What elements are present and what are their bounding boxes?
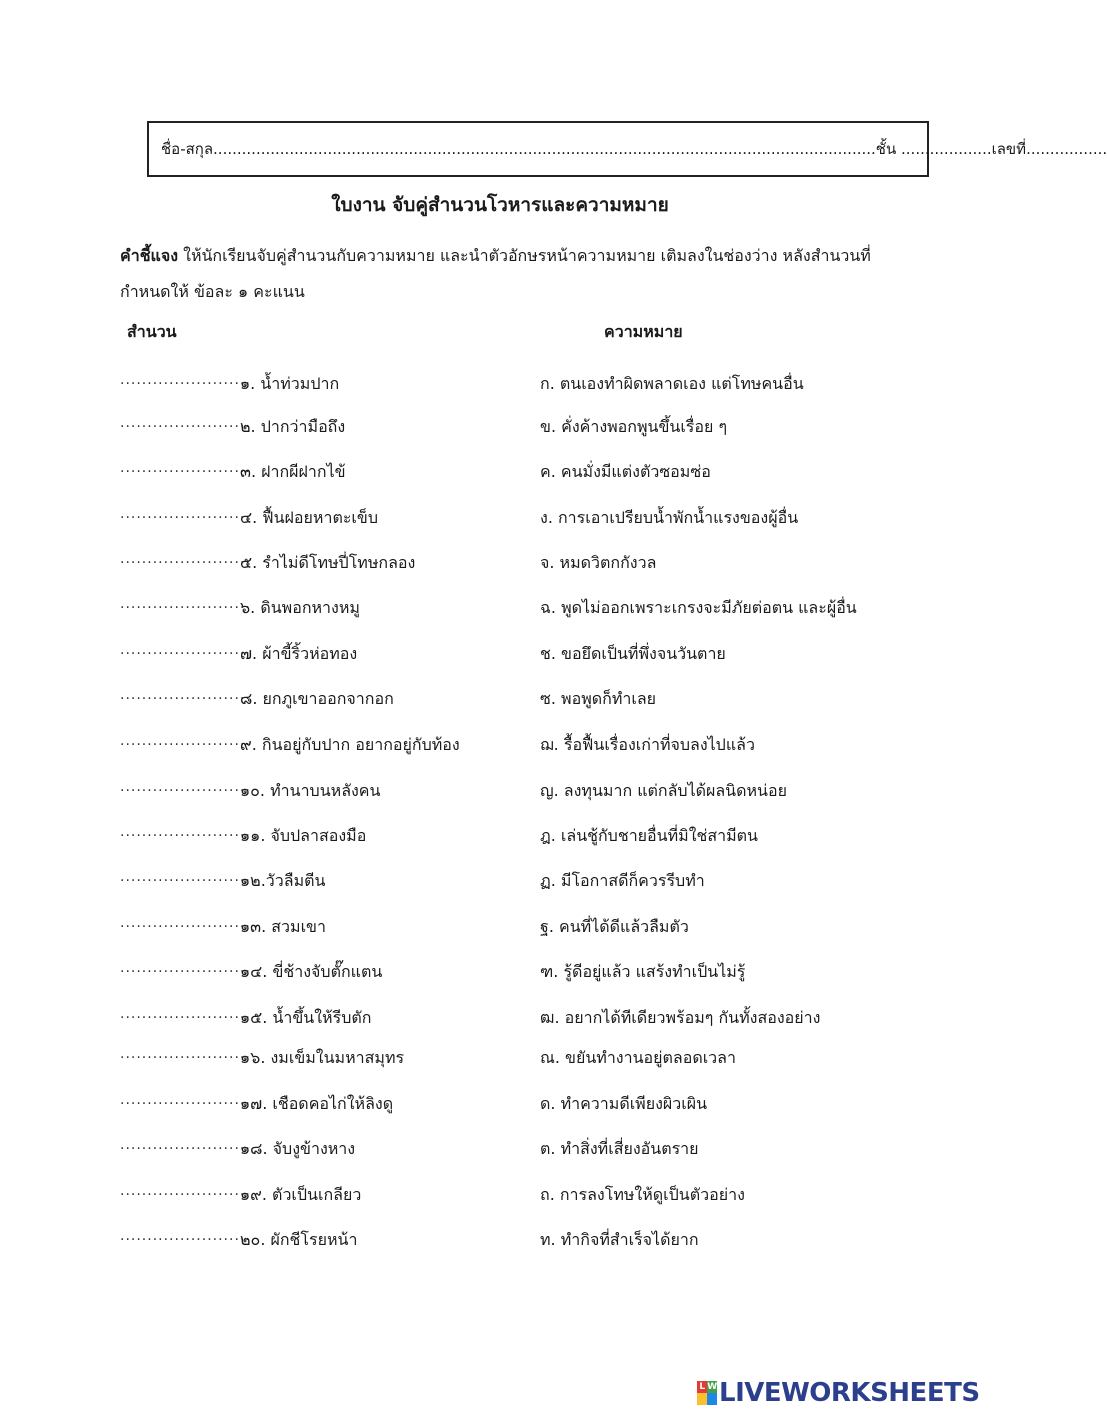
idiom-text: ๑๔. ขี่ช้างจับตั๊กแตน [240,962,383,981]
matching-row [0,596,1000,626]
name-label: ชื่อ-สกุล [161,140,214,158]
meaning-text: ด. ทำความดีเพียงผิวเผิน [540,1094,708,1113]
matching-row [0,460,1000,490]
meaning-text: ถ. การลงโทษให้ดูเป็นตัวอย่าง [540,1185,745,1204]
meaning-text: ง. การเอาเปรียบน้ำพักน้ำแรงของผู้อื่น [540,508,799,527]
answer-blank[interactable]: ........................ [120,1046,251,1062]
idiom-text: ๑๘. จับงูข้างหาง [240,1139,356,1158]
idiom-text: ๑๒.วัวลืมตีน [240,871,326,890]
answer-blank[interactable]: ........................ [120,551,251,567]
instructions-text: ให้นักเรียนจับคู่สำนวนกับความหมาย และนำตัวอักษรหน้าความหมาย เติมลงในช่องว่าง หลังสำนวนที่กำหนดให้ ข้อละ ๑ คะแนน [120,246,871,301]
meaning-text: ค. คนมั่งมีแต่งตัวซอมซ่อ [540,462,711,481]
idiom-text: ๑๗. เชือดคอไก่ให้ลิงดู [240,1094,394,1113]
idiom-text: ๗. ผ้าขี้ริ้วห่อทอง [240,644,358,663]
matching-row [0,915,1000,945]
idiom-text: ๑. น้ำท่วมปาก [240,374,340,393]
idiom-text: ๑๖. งมเข็มในมหาสมุทร [240,1048,405,1067]
liveworksheets-logo [697,1378,980,1408]
matching-row [0,1046,1000,1076]
answer-blank[interactable]: ........................ [120,915,251,931]
meaning-text: ต. ทำสิ่งที่เสี่ยงอันตราย [540,1139,699,1158]
matching-row [0,1137,1000,1167]
idiom-text: ๑๐. ทำนาบนหลังคน [240,781,381,800]
idiom-text: ๓. ฝากผีฝากไข้ [240,462,346,481]
meaning-text: ซ. พอพูดก็ทำเลย [540,689,656,708]
answer-blank[interactable]: ........................ [120,779,251,795]
number-blank[interactable]: ................. [1026,140,1107,158]
answer-blank[interactable]: ........................ [120,1228,251,1244]
meaning-text: ฉ. พูดไม่ออกเพราะเกรงจะมีภัยต่อตน และผู้อื่น [540,598,857,617]
answer-blank[interactable]: ........................ [120,1092,251,1108]
answer-blank[interactable]: ........................ [120,869,251,885]
idiom-text: ๑๑. จับปลาสองมือ [240,826,367,845]
meaning-text: ช. ขอยึดเป็นที่พึ่งจนวันตาย [540,644,726,663]
instructions [120,238,880,310]
worksheet-title: ใบงาน จับคู่สำนวนโวหารและความหมาย [331,194,669,216]
meaning-text: ฑ. รู้ดีอยู่แล้ว แสร้งทำเป็นไม่รู้ [540,962,746,981]
matching-row [0,1006,1000,1036]
answer-blank[interactable]: ........................ [120,960,251,976]
matching-row [0,824,1000,854]
idiom-text: ๘. ยกภูเขาออกจากอก [240,689,394,708]
class-blank[interactable]: ................... [901,140,992,158]
answer-blank[interactable]: ........................ [120,733,251,749]
idiom-column-header: สำนวน [127,322,177,341]
idiom-text: ๔. ฟื้นฝอยหาตะเข็บ [240,508,378,527]
name-blank[interactable]: ........................................................................................................................................... [213,140,876,158]
meaning-text: ท. ทำกิจที่สำเร็จได้ยาก [540,1230,699,1249]
meaning-column-header: ความหมาย [604,322,683,341]
answer-blank[interactable]: ........................ [120,415,251,431]
number-label: เลขที่ [991,140,1027,158]
answer-blank[interactable]: ........................ [120,642,251,658]
matching-row [0,642,1000,672]
logo-mark-icon [697,1381,717,1405]
logo-square: W [707,1382,717,1392]
matching-row [0,733,1000,763]
meaning-text: จ. หมดวิตกกังวล [540,553,657,572]
idiom-text: ๙. กินอยู่กับปาก อยากอยู่กับท้อง [240,735,460,754]
meaning-text: ฌ. รื้อฟื้นเรื่องเก่าที่จบลงไปแล้ว [540,735,755,754]
matching-row [0,779,1000,809]
meaning-text: ญ. ลงทุนมาก แต่กลับได้ผลนิดหน่อย [540,781,787,800]
meaning-text: ณ. ขยันทำงานอยู่ตลอดเวลา [540,1048,736,1067]
idiom-text: ๖. ดินพอกหางหมู [240,598,360,617]
matching-row [0,1183,1000,1213]
student-info-box [147,121,1107,177]
meaning-text: ฎ. เล่นชู้กับชายอื่นที่มิใช่สามีตน [540,826,758,845]
idiom-text: ๒๐. ผักชีโรยหน้า [240,1230,358,1249]
meaning-text: ฐ. คนที่ได้ดีแล้วลืมตัว [540,917,689,936]
answer-blank[interactable]: ........................ [120,1183,251,1199]
meaning-text: ฏ. มีโอกาสดีก็ควรรีบทำ [540,871,705,890]
matching-row [0,869,1000,899]
answer-blank[interactable]: ........................ [120,1137,251,1153]
answer-blank[interactable]: ........................ [120,596,251,612]
logo-square [697,1393,707,1405]
answer-blank[interactable]: ........................ [120,824,251,840]
class-label: ชั้น [875,140,897,158]
answer-blank[interactable]: ........................ [120,687,251,703]
answer-blank[interactable]: ........................ [120,506,251,522]
matching-row [0,506,1000,536]
matching-row [0,372,1000,402]
matching-row [0,1228,1000,1258]
logo-square [707,1393,717,1405]
idiom-text: ๑๕. น้ำขึ้นให้รีบตัก [240,1008,372,1027]
idiom-text: ๑๙. ตัวเป็นเกลียว [240,1185,362,1204]
meaning-text: ฒ. อยากได้ทีเดียวพร้อมๆ กันทั้งสองอย่าง [540,1008,821,1027]
meaning-text: ข. คั่งค้างพอกพูนขึ้นเรื่อย ๆ [540,417,728,436]
meaning-text: ก. ตนเองทำผิดพลาดเอง แต่โทษคนอื่น [540,374,804,393]
matching-row [0,415,1000,445]
matching-row [0,1092,1000,1122]
matching-row [0,687,1000,717]
instructions-label: คำชี้แจง [120,246,179,265]
idiom-text: ๑๓. สวมเขา [240,917,326,936]
matching-row [0,960,1000,990]
answer-blank[interactable]: ........................ [120,372,251,388]
matching-row [0,551,1000,581]
answer-blank[interactable]: ........................ [120,460,251,476]
idiom-text: ๒. ปากว่ามือถึง [240,417,346,436]
answer-blank[interactable]: ........................ [120,1006,251,1022]
idiom-text: ๕. รำไม่ดีโทษปี่โทษกลอง [240,553,416,572]
logo-square: L [697,1381,707,1393]
logo-text: LIVEWORKSHEETS [719,1378,980,1408]
